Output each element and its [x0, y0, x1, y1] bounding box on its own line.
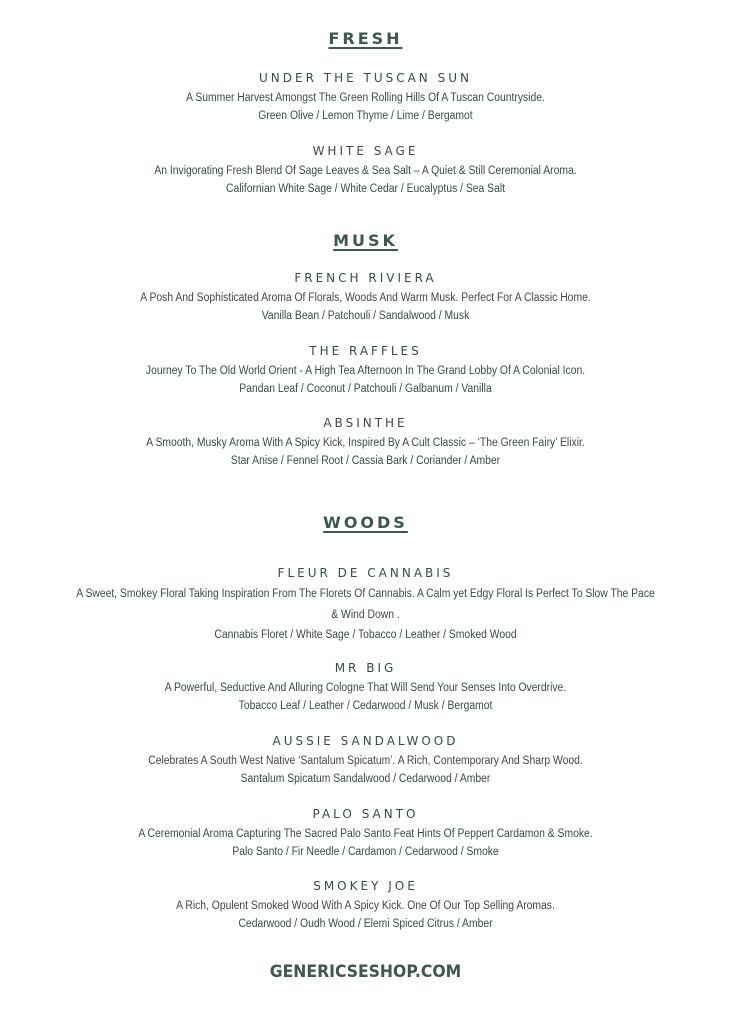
scent-description: A Smooth, Musky Aroma With A Spicy Kick, Inspired By A Cult Classic – ‘The Green Fairy’ Elixir.	[146, 437, 585, 449]
scent-notes: Green Olive / Lemon Thyme / Lime / Bergamot	[258, 110, 473, 122]
scent-notes: Cedarwood / Oudh Wood / Elemi Spiced Citrus / Amber	[238, 918, 493, 930]
scent-notes: Santalum Spicatum Sandalwood / Cedarwood / Amber	[240, 773, 491, 785]
scent-notes: Vanilla Bean / Patchouli / Sandalwood / Musk	[261, 310, 470, 322]
scent-description: Celebrates A South West Native ‘Santalum Spicatum’. A Rich, Contemporary And Sharp Wood.	[148, 755, 583, 767]
scent-item-palo-santo	[60, 806, 671, 861]
scent-notes: Californian White Sage / White Cedar / Eucalyptus / Sea Salt	[225, 183, 505, 195]
scent-description: A Sweet, Smokey Floral Taking Inspiration From The Florets Of Cannabis. A Calm yet Edgy Floral Is Perfect To Slow The Pace & Wind Down .	[76, 588, 655, 621]
scent-name: THE RAFFLES	[309, 344, 422, 358]
scent-name: FRENCH RIVIERA	[294, 271, 437, 285]
section-title-fresh: FRESH	[328, 29, 403, 48]
scent-item-french-riviera	[60, 270, 671, 325]
scent-notes: Star Anise / Fennel Root / Cassia Bark / Coriander / Amber	[230, 455, 501, 467]
scent-description: A Ceremonial Aroma Capturing The Sacred Palo Santo Feat Hints Of Peppert Cardamon & Smoke.	[138, 828, 593, 840]
section-title-woods: WOODS	[323, 513, 408, 532]
scent-description: Journey To The Old World Orient - A High Tea Afternoon In The Grand Lobby Of A Colonial Icon.	[145, 365, 586, 377]
scent-item-mr-big	[60, 660, 671, 715]
scent-description: A Powerful, Seductive And Alluring Cologne That Will Send Your Senses Into Overdrive.	[164, 682, 567, 694]
scent-description: A Summer Harvest Amongst The Green Rolling Hills Of A Tuscan Countryside.	[186, 92, 545, 104]
scent-name: SMOKEY JOE	[313, 879, 418, 893]
scent-item-smokey-joe	[60, 878, 671, 933]
scent-item-the-raffles	[60, 343, 671, 398]
scent-notes: Pandan Leaf / Coconut / Patchouli / Galbanum / Vanilla	[239, 383, 492, 395]
scent-name: UNDER THE TUSCAN SUN	[259, 71, 472, 85]
scent-description: A Posh And Sophisticated Aroma Of Florals, Woods And Warm Musk. Perfect For A Classic Home.	[140, 292, 591, 304]
scent-name: PALO SANTO	[312, 807, 419, 821]
scent-name: FLEUR DE CANNABIS	[277, 566, 454, 580]
scent-notes: Cannabis Floret / White Sage / Tobacco / Leather / Smoked Wood	[214, 629, 517, 641]
scent-name: AUSSIE SANDALWOOD	[272, 734, 459, 748]
scent-name: ABSINTHE	[323, 416, 408, 430]
scent-name: MR BIG	[334, 661, 397, 675]
footer-website-link[interactable]: GENERICSESHOP.COM	[269, 962, 462, 982]
scent-description: A Rich, Opulent Smoked Wood With A Spicy Kick. One Of Our Top Selling Aromas.	[176, 900, 555, 912]
scent-notes: Palo Santo / Fir Needle / Cardamon / Cedarwood / Smoke	[232, 846, 499, 858]
scent-item-white-sage	[60, 143, 671, 198]
scent-description: An Invigorating Fresh Blend Of Sage Leaves & Sea Salt – A Quiet & Still Ceremonial Aroma.	[154, 165, 577, 177]
scent-name: WHITE SAGE	[312, 144, 419, 158]
scent-item-aussie-sandalwood	[60, 733, 671, 788]
scent-item-fleur-de-cannabis	[40, 565, 691, 644]
scent-item-under-the-tuscan-sun	[60, 70, 671, 125]
scent-item-absinthe	[60, 415, 671, 470]
scent-notes: Tobacco Leaf / Leather / Cedarwood / Musk / Bergamot	[238, 700, 493, 712]
section-title-musk: MUSK	[333, 231, 398, 250]
